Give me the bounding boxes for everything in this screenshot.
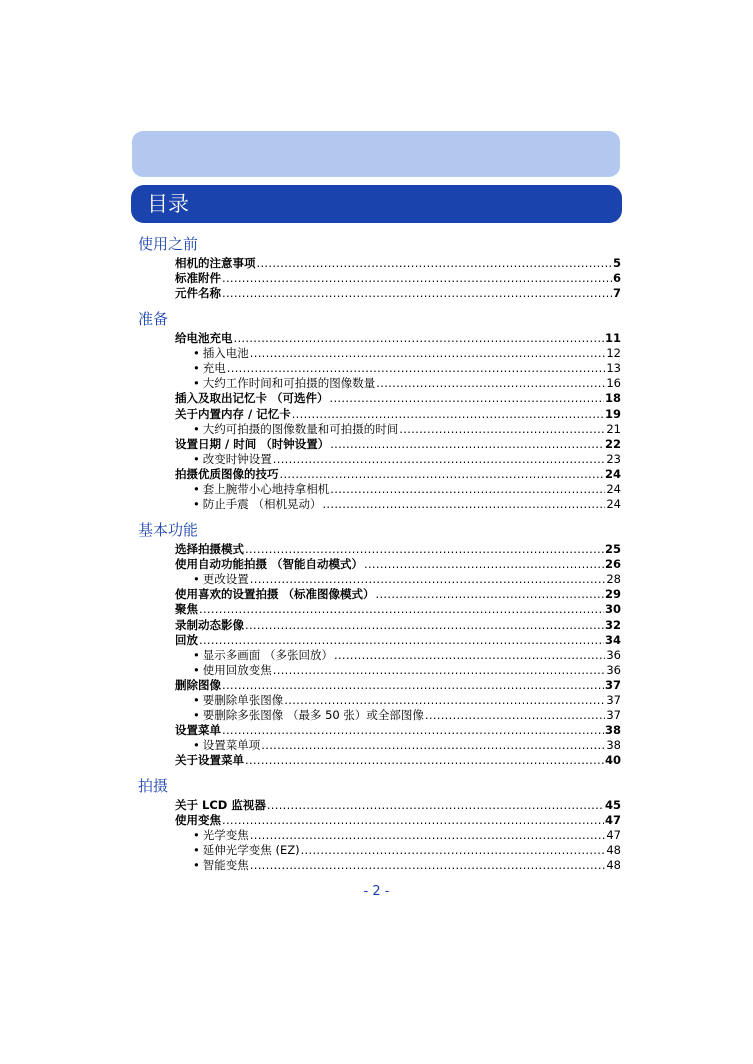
- bullet-icon: •: [193, 361, 200, 375]
- toc-subentry[interactable]: [193, 648, 621, 663]
- section-heading: 基本功能: [138, 521, 199, 539]
- toc-page-number: 16: [606, 376, 621, 390]
- toc-page-number: 48: [606, 843, 621, 857]
- toc-page-number: 34: [604, 633, 621, 647]
- toc-subentry[interactable]: [193, 346, 621, 361]
- leader-dots: [330, 482, 605, 497]
- toc-subentry[interactable]: [193, 482, 621, 497]
- toc-page-number: 6: [612, 271, 621, 285]
- toc-page-number: 25: [604, 542, 621, 556]
- bullet-icon: •: [193, 708, 200, 722]
- toc-entry-label: 使用变焦: [175, 813, 221, 827]
- toc-entry-label: 防止手震 （相机晃动）: [202, 497, 322, 511]
- page-title: 目录: [147, 192, 189, 216]
- toc-page-number: 11: [604, 331, 621, 345]
- leader-dots: [330, 437, 604, 452]
- toc-entry-label: 使用自动功能拍摄 （智能自动模式）: [175, 557, 364, 571]
- toc-subentry[interactable]: [193, 663, 621, 678]
- toc-entry-label: 套上腕带小心地持拿相机: [202, 482, 330, 496]
- toc-page-number: 24: [606, 497, 621, 511]
- toc-page-number: 26: [604, 557, 621, 571]
- leader-dots: [222, 271, 612, 286]
- toc-entry-label: 关于内置内存 / 记忆卡: [175, 407, 291, 421]
- toc-page-number: 28: [606, 572, 621, 586]
- toc-page-number: 7: [612, 286, 621, 300]
- toc-subentry[interactable]: [193, 693, 621, 708]
- leader-dots: [301, 843, 606, 858]
- toc-page-number: 29: [604, 587, 621, 601]
- toc-entry-label: 要删除单张图像: [202, 693, 284, 707]
- toc-entry-label: 改变时钟设置: [202, 452, 272, 466]
- section-heading: 拍摄: [138, 777, 169, 795]
- toc-entry-label: 充电: [202, 361, 226, 375]
- toc-page-number: 24: [604, 467, 621, 481]
- section-heading: 准备: [138, 310, 169, 328]
- toc-entry-label: 设置菜单: [175, 723, 221, 737]
- leader-dots: [222, 813, 604, 828]
- toc-entry[interactable]: [175, 633, 621, 648]
- toc-subentry[interactable]: [193, 422, 621, 437]
- toc-entry[interactable]: [175, 813, 621, 828]
- toc-entry-label: 大约工作时间和可拍摄的图像数量: [202, 376, 376, 390]
- toc-page-number: 23: [606, 452, 621, 466]
- toc-entry[interactable]: [175, 271, 621, 286]
- toc-entry-label: 删除图像: [175, 678, 221, 692]
- leader-dots: [222, 678, 604, 693]
- leader-dots: [273, 452, 606, 467]
- toc-page-number: 48: [606, 858, 621, 872]
- toc-entry-label: 回放: [175, 633, 198, 647]
- toc-entry-label: 延伸光学变焦 (EZ): [202, 843, 300, 857]
- bullet-icon: •: [193, 376, 200, 390]
- leader-dots: [222, 286, 612, 301]
- toc-page-number: 37: [604, 678, 621, 692]
- toc-entry-label: 要删除多张图像 （最多 50 张）或全部图像: [202, 708, 424, 722]
- toc-page-number: 40: [604, 753, 621, 767]
- toc-page-number: 32: [604, 618, 621, 632]
- toc-entry[interactable]: [175, 437, 621, 452]
- leader-dots: [234, 331, 604, 346]
- toc-entry[interactable]: [175, 678, 621, 693]
- leader-dots: [245, 618, 604, 633]
- toc-subentry[interactable]: [193, 452, 621, 467]
- leader-dots: [330, 391, 604, 406]
- toc-page-number: 36: [606, 648, 621, 662]
- bullet-icon: •: [193, 452, 200, 466]
- leader-dots: [376, 376, 605, 391]
- toc-entry[interactable]: [175, 407, 621, 422]
- toc-entry-label: 更改设置: [202, 572, 249, 586]
- toc-page-number: 38: [604, 723, 621, 737]
- toc-subentry[interactable]: [193, 858, 621, 873]
- toc-page-number: 19: [604, 407, 621, 421]
- toc-entry-label: 选择拍摄模式: [175, 542, 244, 556]
- toc-entry-label: 元件名称: [175, 286, 221, 300]
- toc-subentry[interactable]: [193, 738, 621, 753]
- toc-subentry[interactable]: [193, 572, 621, 587]
- toc-subentry[interactable]: [193, 828, 621, 843]
- toc-page-number: 18: [604, 391, 621, 405]
- toc-page-number: 37: [606, 693, 621, 707]
- leader-dots: [257, 256, 612, 271]
- bullet-icon: •: [193, 858, 200, 872]
- toc-entry-label: 聚焦: [175, 602, 198, 616]
- leader-dots: [292, 407, 604, 422]
- bullet-icon: •: [193, 693, 200, 707]
- toc-entry-label: 显示多画面 （多张回放）: [202, 648, 333, 662]
- bullet-icon: •: [193, 843, 200, 857]
- leader-dots: [199, 633, 604, 648]
- leader-dots: [280, 467, 604, 482]
- bullet-icon: •: [193, 497, 200, 511]
- toc-entry-label: 关于设置菜单: [175, 753, 244, 767]
- leader-dots: [364, 557, 604, 572]
- toc-entry-label: 插入电池: [202, 346, 249, 360]
- leader-dots: [267, 798, 604, 813]
- toc-entry-label: 使用回放变焦: [202, 663, 272, 677]
- toc-entry-label: 给电池充电: [175, 331, 233, 345]
- leader-dots: [250, 346, 606, 361]
- toc-entry-label: 关于 LCD 监视器: [175, 798, 266, 812]
- toc-entry-label: 光学变焦: [202, 828, 249, 842]
- leader-dots: [334, 648, 605, 663]
- leader-dots: [222, 723, 604, 738]
- bullet-icon: •: [193, 572, 200, 586]
- toc-page-number: 47: [606, 828, 621, 842]
- leader-dots: [227, 361, 606, 376]
- toc-page-number: 5: [612, 256, 621, 270]
- toc-entry-label: 标准附件: [175, 271, 221, 285]
- toc-entry[interactable]: [175, 618, 621, 633]
- toc-entry[interactable]: [175, 256, 621, 271]
- toc-page-number: 22: [604, 437, 621, 451]
- toc-entry-label: 相机的注意事项: [175, 256, 256, 270]
- toc-entry-label: 智能变焦: [202, 858, 249, 872]
- leader-dots: [199, 602, 604, 617]
- bullet-icon: •: [193, 482, 200, 496]
- leader-dots: [245, 753, 604, 768]
- toc-entry-label: 插入及取出记忆卡 （可选件）: [175, 391, 329, 405]
- bullet-icon: •: [193, 648, 200, 662]
- bullet-icon: •: [193, 828, 200, 842]
- toc-entry[interactable]: [175, 467, 621, 482]
- toc-entry[interactable]: [175, 753, 621, 768]
- leader-dots: [261, 738, 605, 753]
- leader-dots: [250, 828, 606, 843]
- toc-entry-label: 录制动态影像: [175, 618, 244, 632]
- toc-page-number: 47: [604, 813, 621, 827]
- toc-entry[interactable]: [175, 286, 621, 301]
- leader-dots: [284, 693, 605, 708]
- toc-page-number: 13: [606, 361, 621, 375]
- toc-page-number: 24: [606, 482, 621, 496]
- leader-dots: [425, 708, 605, 723]
- bullet-icon: •: [193, 738, 200, 752]
- toc-entry[interactable]: [175, 602, 621, 617]
- toc-entry-label: 大约可拍摄的图像数量和可拍摄的时间: [202, 422, 399, 436]
- bullet-icon: •: [193, 346, 200, 360]
- toc-entry[interactable]: [175, 723, 621, 738]
- leader-dots: [245, 542, 604, 557]
- toc-page-number: 12: [606, 346, 621, 360]
- toc-entry-label: 使用喜欢的设置拍摄 （标准图像模式）: [175, 587, 375, 601]
- toc-subentry[interactable]: [193, 361, 621, 376]
- toc-entry[interactable]: [175, 557, 621, 572]
- toc-entry-label: 设置菜单项: [202, 738, 261, 752]
- bullet-icon: •: [193, 663, 200, 677]
- page-number: - 2 -: [363, 884, 390, 899]
- toc-entry-label: 设置日期 / 时间 （时钟设置）: [175, 437, 330, 451]
- toc-entry[interactable]: [175, 331, 621, 346]
- toc-page-number: 21: [606, 422, 621, 436]
- leader-dots: [376, 587, 604, 602]
- toc-page-number: 30: [604, 602, 621, 616]
- leader-dots: [273, 663, 606, 678]
- toc-entry[interactable]: [175, 798, 621, 813]
- toc-page-number: 38: [606, 738, 621, 752]
- toc-page-number: 37: [606, 708, 621, 722]
- toc-entry[interactable]: [175, 587, 621, 602]
- leader-dots: [250, 572, 606, 587]
- toc-subentry[interactable]: [193, 497, 621, 512]
- section-heading: 使用之前: [138, 235, 199, 253]
- toc-entry[interactable]: [175, 542, 621, 557]
- toc-page-number: 36: [606, 663, 621, 677]
- bullet-icon: •: [193, 422, 200, 436]
- toc-subentry[interactable]: [193, 843, 621, 858]
- leader-dots: [399, 422, 605, 437]
- leader-dots: [250, 858, 606, 873]
- toc-page-number: 45: [604, 798, 621, 812]
- leader-dots: [322, 497, 605, 512]
- toc-entry-label: 拍摄优质图像的技巧: [175, 467, 279, 481]
- toc-entry[interactable]: [175, 391, 621, 406]
- toc-subentry[interactable]: [193, 708, 621, 723]
- toc-subentry[interactable]: [193, 376, 621, 391]
